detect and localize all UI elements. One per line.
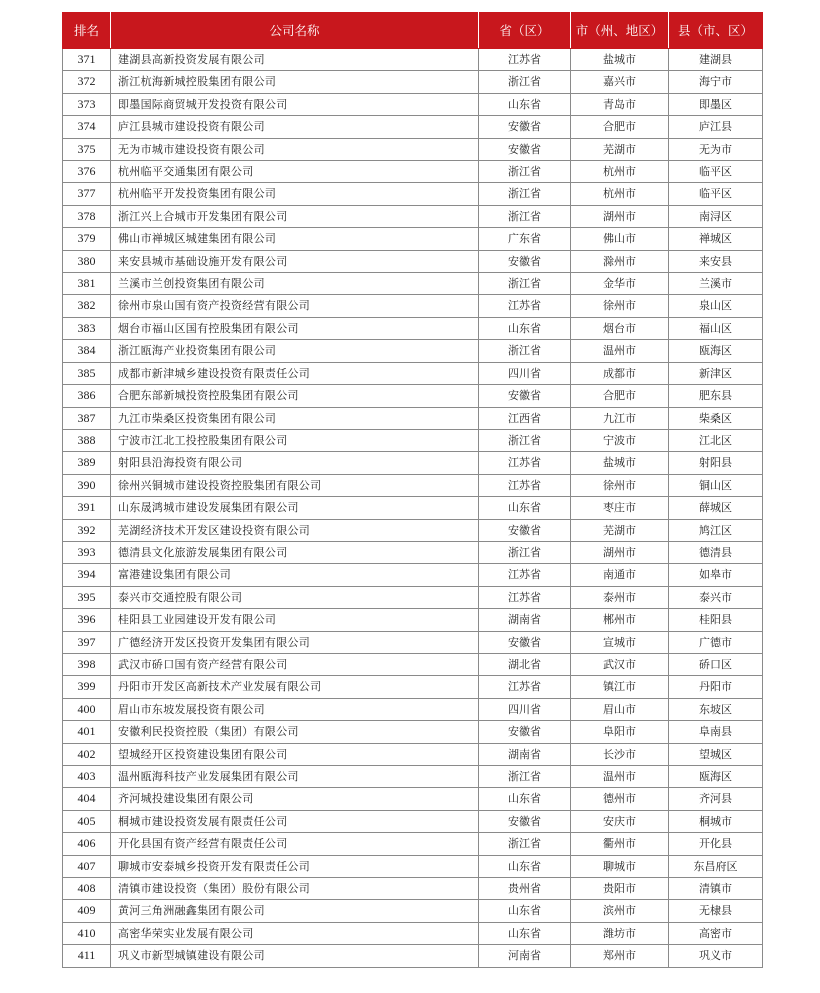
cell-county: 东坡区 xyxy=(669,698,763,720)
cell-province: 山东省 xyxy=(479,922,571,944)
cell-county: 丹阳市 xyxy=(669,676,763,698)
cell-province: 江苏省 xyxy=(479,49,571,71)
cell-city: 眉山市 xyxy=(571,698,669,720)
table-row xyxy=(63,698,763,720)
cell-county: 德清县 xyxy=(669,541,763,563)
cell-rank: 378 xyxy=(63,205,111,227)
table-row xyxy=(63,474,763,496)
cell-county: 兰溪市 xyxy=(669,273,763,295)
table-row xyxy=(63,161,763,183)
cell-county: 来安县 xyxy=(669,250,763,272)
cell-city: 杭州市 xyxy=(571,183,669,205)
cell-city: 温州市 xyxy=(571,340,669,362)
cell-province: 湖南省 xyxy=(479,743,571,765)
cell-company-name: 山东晟鸿城市建设发展集团有限公司 xyxy=(111,497,479,519)
cell-city: 芜湖市 xyxy=(571,519,669,541)
cell-province: 安徽省 xyxy=(479,116,571,138)
cell-county: 无为市 xyxy=(669,138,763,160)
cell-province: 浙江省 xyxy=(479,205,571,227)
cell-company-name: 富港建设集团有限公司 xyxy=(111,564,479,586)
cell-company-name: 浙江瓯海产业投资集团有限公司 xyxy=(111,340,479,362)
cell-city: 聊城市 xyxy=(571,855,669,877)
table-row xyxy=(63,250,763,272)
cell-company-name: 徐州兴铜城市建设投资控股集团有限公司 xyxy=(111,474,479,496)
table-row xyxy=(63,183,763,205)
cell-province: 江苏省 xyxy=(479,676,571,698)
cell-company-name: 即墨国际商贸城开发投资有限公司 xyxy=(111,93,479,115)
table-row xyxy=(63,676,763,698)
cell-rank: 385 xyxy=(63,362,111,384)
cell-city: 宁波市 xyxy=(571,429,669,451)
cell-company-name: 高密华荣实业发展有限公司 xyxy=(111,922,479,944)
cell-province: 浙江省 xyxy=(479,161,571,183)
cell-province: 浙江省 xyxy=(479,541,571,563)
header-province: 省（区） xyxy=(479,13,571,49)
cell-province: 安徽省 xyxy=(479,385,571,407)
cell-county: 巩义市 xyxy=(669,945,763,967)
header-rank: 排名 xyxy=(63,13,111,49)
cell-city: 潍坊市 xyxy=(571,922,669,944)
cell-rank: 384 xyxy=(63,340,111,362)
cell-company-name: 清镇市建设投资（集团）股份有限公司 xyxy=(111,878,479,900)
cell-city: 金华市 xyxy=(571,273,669,295)
cell-rank: 381 xyxy=(63,273,111,295)
cell-city: 泰州市 xyxy=(571,586,669,608)
cell-province: 浙江省 xyxy=(479,340,571,362)
cell-county: 桂阳县 xyxy=(669,609,763,631)
cell-city: 郑州市 xyxy=(571,945,669,967)
cell-company-name: 杭州临平开发投资集团有限公司 xyxy=(111,183,479,205)
cell-city: 烟台市 xyxy=(571,317,669,339)
cell-city: 武汉市 xyxy=(571,653,669,675)
cell-county: 庐江县 xyxy=(669,116,763,138)
cell-city: 芜湖市 xyxy=(571,138,669,160)
cell-county: 桐城市 xyxy=(669,810,763,832)
cell-city: 衢州市 xyxy=(571,833,669,855)
cell-province: 安徽省 xyxy=(479,810,571,832)
cell-rank: 396 xyxy=(63,609,111,631)
cell-company-name: 芜湖经济技术开发区建设投资有限公司 xyxy=(111,519,479,541)
cell-province: 安徽省 xyxy=(479,631,571,653)
cell-rank: 402 xyxy=(63,743,111,765)
cell-county: 高密市 xyxy=(669,922,763,944)
table-row xyxy=(63,317,763,339)
cell-county: 禅城区 xyxy=(669,228,763,250)
cell-rank: 388 xyxy=(63,429,111,451)
header-company-name: 公司名称 xyxy=(111,13,479,49)
cell-county: 如皋市 xyxy=(669,564,763,586)
table-row xyxy=(63,519,763,541)
cell-rank: 379 xyxy=(63,228,111,250)
cell-company-name: 齐河城投建设集团有限公司 xyxy=(111,788,479,810)
cell-city: 合肥市 xyxy=(571,385,669,407)
cell-county: 广德市 xyxy=(669,631,763,653)
cell-rank: 382 xyxy=(63,295,111,317)
cell-county: 海宁市 xyxy=(669,71,763,93)
cell-province: 浙江省 xyxy=(479,766,571,788)
cell-rank: 377 xyxy=(63,183,111,205)
cell-province: 浙江省 xyxy=(479,273,571,295)
cell-company-name: 建湖县高新投资发展有限公司 xyxy=(111,49,479,71)
cell-rank: 405 xyxy=(63,810,111,832)
table-row xyxy=(63,295,763,317)
cell-province: 山东省 xyxy=(479,855,571,877)
table-row xyxy=(63,900,763,922)
table-row xyxy=(63,138,763,160)
cell-province: 贵州省 xyxy=(479,878,571,900)
cell-city: 九江市 xyxy=(571,407,669,429)
table-row xyxy=(63,362,763,384)
cell-province: 安徽省 xyxy=(479,250,571,272)
cell-rank: 383 xyxy=(63,317,111,339)
table-row xyxy=(63,340,763,362)
cell-company-name: 庐江县城市建设投资有限公司 xyxy=(111,116,479,138)
cell-city: 阜阳市 xyxy=(571,721,669,743)
table-row xyxy=(63,205,763,227)
table-row xyxy=(63,429,763,451)
cell-province: 浙江省 xyxy=(479,71,571,93)
cell-county: 开化县 xyxy=(669,833,763,855)
cell-city: 湖州市 xyxy=(571,541,669,563)
ranking-table xyxy=(62,12,763,968)
header-county: 县（市、区） xyxy=(669,13,763,49)
cell-city: 枣庄市 xyxy=(571,497,669,519)
cell-company-name: 佛山市禅城区城建集团有限公司 xyxy=(111,228,479,250)
cell-rank: 373 xyxy=(63,93,111,115)
cell-city: 滁州市 xyxy=(571,250,669,272)
cell-county: 东昌府区 xyxy=(669,855,763,877)
table-row xyxy=(63,407,763,429)
cell-company-name: 泰兴市交通控股有限公司 xyxy=(111,586,479,608)
table-row xyxy=(63,788,763,810)
cell-company-name: 浙江兴上合城市开发集团有限公司 xyxy=(111,205,479,227)
cell-rank: 386 xyxy=(63,385,111,407)
cell-city: 成都市 xyxy=(571,362,669,384)
cell-city: 滨州市 xyxy=(571,900,669,922)
table-row xyxy=(63,541,763,563)
table-row xyxy=(63,653,763,675)
cell-province: 湖北省 xyxy=(479,653,571,675)
cell-province: 浙江省 xyxy=(479,429,571,451)
cell-city: 镇江市 xyxy=(571,676,669,698)
cell-county: 瓯海区 xyxy=(669,340,763,362)
cell-rank: 400 xyxy=(63,698,111,720)
cell-company-name: 射阳县沿海投资有限公司 xyxy=(111,452,479,474)
cell-county: 肥东县 xyxy=(669,385,763,407)
table-row xyxy=(63,586,763,608)
cell-rank: 374 xyxy=(63,116,111,138)
cell-company-name: 温州瓯海科技产业发展集团有限公司 xyxy=(111,766,479,788)
cell-county: 南浔区 xyxy=(669,205,763,227)
table-row xyxy=(63,833,763,855)
cell-city: 青岛市 xyxy=(571,93,669,115)
cell-company-name: 聊城市安泰城乡投资开发有限责任公司 xyxy=(111,855,479,877)
cell-county: 临平区 xyxy=(669,183,763,205)
cell-county: 清镇市 xyxy=(669,878,763,900)
cell-company-name: 宁波市江北工投控股集团有限公司 xyxy=(111,429,479,451)
cell-province: 河南省 xyxy=(479,945,571,967)
table-row xyxy=(63,945,763,967)
cell-city: 南通市 xyxy=(571,564,669,586)
cell-rank: 404 xyxy=(63,788,111,810)
cell-province: 山东省 xyxy=(479,900,571,922)
cell-province: 四川省 xyxy=(479,698,571,720)
table-row xyxy=(63,385,763,407)
cell-rank: 397 xyxy=(63,631,111,653)
cell-rank: 372 xyxy=(63,71,111,93)
table-row xyxy=(63,922,763,944)
table-row xyxy=(63,564,763,586)
cell-county: 铜山区 xyxy=(669,474,763,496)
cell-province: 四川省 xyxy=(479,362,571,384)
cell-rank: 387 xyxy=(63,407,111,429)
cell-rank: 408 xyxy=(63,878,111,900)
cell-city: 杭州市 xyxy=(571,161,669,183)
cell-rank: 375 xyxy=(63,138,111,160)
cell-company-name: 武汉市硚口国有资产经营有限公司 xyxy=(111,653,479,675)
cell-rank: 407 xyxy=(63,855,111,877)
cell-province: 安徽省 xyxy=(479,138,571,160)
cell-rank: 398 xyxy=(63,653,111,675)
cell-city: 徐州市 xyxy=(571,295,669,317)
cell-rank: 401 xyxy=(63,721,111,743)
cell-county: 鸠江区 xyxy=(669,519,763,541)
cell-county: 硚口区 xyxy=(669,653,763,675)
cell-county: 泉山区 xyxy=(669,295,763,317)
cell-city: 安庆市 xyxy=(571,810,669,832)
cell-county: 临平区 xyxy=(669,161,763,183)
ranking-table-container xyxy=(62,12,762,968)
cell-county: 射阳县 xyxy=(669,452,763,474)
cell-county: 即墨区 xyxy=(669,93,763,115)
cell-province: 广东省 xyxy=(479,228,571,250)
cell-province: 江苏省 xyxy=(479,564,571,586)
table-row xyxy=(63,273,763,295)
cell-province: 浙江省 xyxy=(479,183,571,205)
cell-city: 盐城市 xyxy=(571,452,669,474)
cell-city: 德州市 xyxy=(571,788,669,810)
cell-province: 江苏省 xyxy=(479,295,571,317)
cell-county: 阜南县 xyxy=(669,721,763,743)
cell-rank: 395 xyxy=(63,586,111,608)
cell-city: 佛山市 xyxy=(571,228,669,250)
table-row xyxy=(63,631,763,653)
cell-rank: 410 xyxy=(63,922,111,944)
cell-county: 建湖县 xyxy=(669,49,763,71)
cell-county: 薛城区 xyxy=(669,497,763,519)
cell-rank: 394 xyxy=(63,564,111,586)
cell-province: 安徽省 xyxy=(479,721,571,743)
cell-company-name: 广德经济开发区投资开发集团有限公司 xyxy=(111,631,479,653)
table-row xyxy=(63,810,763,832)
cell-rank: 392 xyxy=(63,519,111,541)
cell-company-name: 开化县国有资产经营有限责任公司 xyxy=(111,833,479,855)
cell-rank: 403 xyxy=(63,766,111,788)
table-row xyxy=(63,878,763,900)
cell-company-name: 兰溪市兰创投资集团有限公司 xyxy=(111,273,479,295)
cell-county: 瓯海区 xyxy=(669,766,763,788)
cell-province: 山东省 xyxy=(479,497,571,519)
cell-province: 浙江省 xyxy=(479,833,571,855)
table-row xyxy=(63,721,763,743)
cell-rank: 390 xyxy=(63,474,111,496)
cell-company-name: 桂阳县工业园建设开发有限公司 xyxy=(111,609,479,631)
table-row xyxy=(63,743,763,765)
cell-province: 湖南省 xyxy=(479,609,571,631)
cell-city: 宣城市 xyxy=(571,631,669,653)
cell-county: 新津区 xyxy=(669,362,763,384)
cell-county: 江北区 xyxy=(669,429,763,451)
cell-company-name: 巩义市新型城镇建设有限公司 xyxy=(111,945,479,967)
cell-company-name: 合肥东部新城投资控股集团有限公司 xyxy=(111,385,479,407)
cell-province: 山东省 xyxy=(479,788,571,810)
cell-province: 山东省 xyxy=(479,93,571,115)
cell-province: 安徽省 xyxy=(479,519,571,541)
header-city: 市（州、地区） xyxy=(571,13,669,49)
header-row xyxy=(63,13,763,49)
table-row xyxy=(63,116,763,138)
cell-company-name: 徐州市泉山国有资产投资经营有限公司 xyxy=(111,295,479,317)
cell-company-name: 浙江杭海新城控股集团有限公司 xyxy=(111,71,479,93)
cell-county: 泰兴市 xyxy=(669,586,763,608)
cell-rank: 411 xyxy=(63,945,111,967)
cell-company-name: 德清县文化旅游发展集团有限公司 xyxy=(111,541,479,563)
table-row xyxy=(63,228,763,250)
cell-rank: 409 xyxy=(63,900,111,922)
cell-company-name: 烟台市福山区国有控股集团有限公司 xyxy=(111,317,479,339)
table-row xyxy=(63,71,763,93)
cell-rank: 389 xyxy=(63,452,111,474)
cell-city: 贵阳市 xyxy=(571,878,669,900)
cell-rank: 399 xyxy=(63,676,111,698)
cell-company-name: 望城经开区投资建设集团有限公司 xyxy=(111,743,479,765)
cell-province: 江苏省 xyxy=(479,474,571,496)
cell-company-name: 九江市柴桑区投资集团有限公司 xyxy=(111,407,479,429)
cell-province: 江苏省 xyxy=(479,586,571,608)
cell-county: 望城区 xyxy=(669,743,763,765)
cell-city: 嘉兴市 xyxy=(571,71,669,93)
cell-company-name: 桐城市建设投资发展有限责任公司 xyxy=(111,810,479,832)
cell-city: 湖州市 xyxy=(571,205,669,227)
cell-county: 无棣县 xyxy=(669,900,763,922)
table-row xyxy=(63,766,763,788)
cell-company-name: 安徽利民投资控股（集团）有限公司 xyxy=(111,721,479,743)
table-row xyxy=(63,855,763,877)
cell-city: 合肥市 xyxy=(571,116,669,138)
cell-province: 江西省 xyxy=(479,407,571,429)
cell-county: 齐河县 xyxy=(669,788,763,810)
cell-company-name: 来安县城市基础设施开发有限公司 xyxy=(111,250,479,272)
table-row xyxy=(63,49,763,71)
cell-rank: 391 xyxy=(63,497,111,519)
cell-rank: 406 xyxy=(63,833,111,855)
cell-county: 福山区 xyxy=(669,317,763,339)
cell-city: 盐城市 xyxy=(571,49,669,71)
cell-city: 长沙市 xyxy=(571,743,669,765)
table-body xyxy=(63,49,763,968)
cell-county: 柴桑区 xyxy=(669,407,763,429)
table-row xyxy=(63,93,763,115)
cell-company-name: 无为市城市建设投资有限公司 xyxy=(111,138,479,160)
cell-province: 山东省 xyxy=(479,317,571,339)
table-row xyxy=(63,452,763,474)
cell-company-name: 成都市新津城乡建设投资有限责任公司 xyxy=(111,362,479,384)
table-row xyxy=(63,609,763,631)
cell-company-name: 杭州临平交通集团有限公司 xyxy=(111,161,479,183)
cell-rank: 376 xyxy=(63,161,111,183)
cell-city: 郴州市 xyxy=(571,609,669,631)
cell-rank: 380 xyxy=(63,250,111,272)
table-header xyxy=(63,13,763,49)
cell-rank: 393 xyxy=(63,541,111,563)
cell-company-name: 丹阳市开发区高新技术产业发展有限公司 xyxy=(111,676,479,698)
cell-company-name: 黄河三角洲融鑫集团有限公司 xyxy=(111,900,479,922)
table-row xyxy=(63,497,763,519)
cell-province: 江苏省 xyxy=(479,452,571,474)
cell-company-name: 眉山市东坡发展投资有限公司 xyxy=(111,698,479,720)
cell-city: 温州市 xyxy=(571,766,669,788)
cell-rank: 371 xyxy=(63,49,111,71)
cell-city: 徐州市 xyxy=(571,474,669,496)
